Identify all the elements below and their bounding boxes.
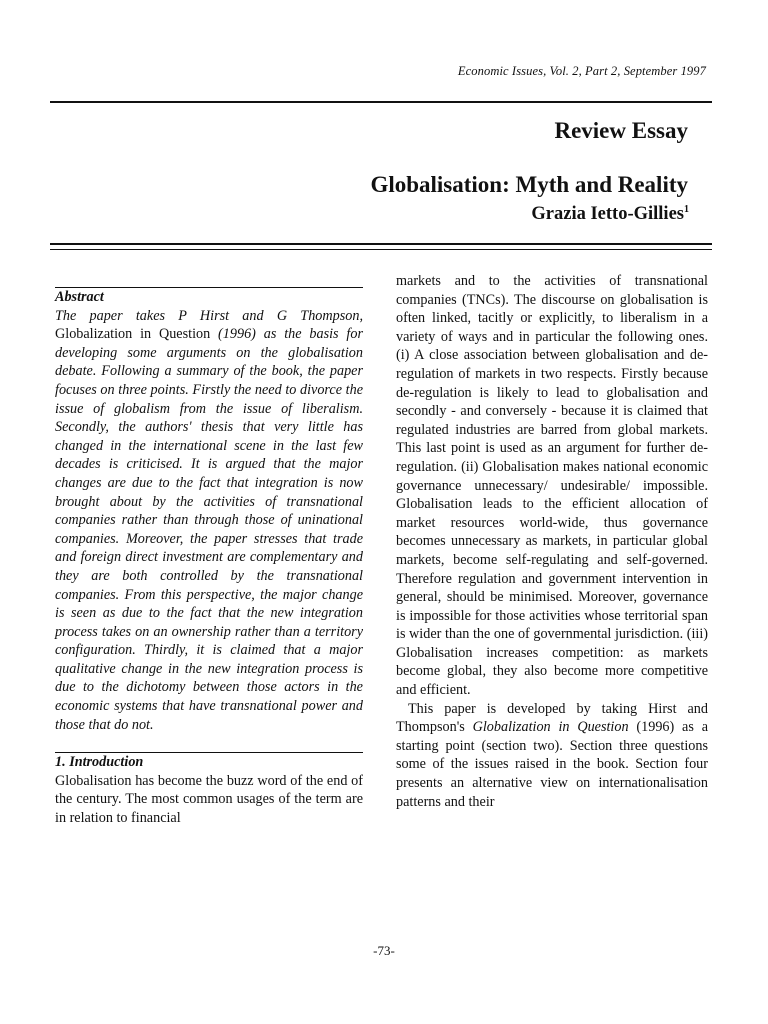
body-paragraph-2 bbox=[396, 700, 708, 812]
abstract-text-part: (1996) as the basis for developing some arguments on the globalisation debate. Following a summary of the book, the paper focuses on three points. Firstly the need to divorce the issue of globalism from the issue of liberalism. Secondly, the authors' thesis that very little has changed in the international scene in the last few decades is criticised. It is argued that the major changes are due to the fact that integration is now brought about by the activities of transnational companies rather than through those of uninational companies. Moreover, the paper stresses that trade and foreign direct investment are complementary and they are both controlled by the transnational companies. From this perspective, the major change is seen as due to the fact that the new integration process takes on an ownership rather than a territory configuration. Thirdly, it is claimed that a major qualitative change in the new integration process is due to the dichotomy between those actors in the economic systems that have transnational power and those that do not. bbox=[55, 326, 363, 733]
abstract-text bbox=[55, 307, 363, 735]
journal-citation: Economic Issues, Vol. 2, Part 2, September 1997 bbox=[457, 64, 706, 78]
abstract-book-title: Globalization in Question bbox=[55, 326, 211, 343]
title-double-rule bbox=[50, 243, 712, 250]
introduction-heading: 1. Introduction bbox=[55, 754, 144, 771]
author-footnote-marker: 1 bbox=[684, 204, 689, 215]
page-number: -73- bbox=[373, 943, 395, 958]
author-line bbox=[531, 204, 689, 225]
paragraph-2-text: This paper is developed by taking Hirst and Thompson's bbox=[396, 700, 708, 736]
body-paragraph-1: markets and to the activities of transnational companies (TNCs). The discourse on globalisation is often linked, tacitly or explicitly, to liberalism in a variety of ways and in particular the following ones. (i) A close association between globalisation and de-regulation of markets in two respects. Firstly because de-regulation is likely to lead to globalisation and secondly - and conversely - because it is claimed that regulated industries are barred from global markets. This last point is used as an argument for further de-regulation. (ii) Globalisation makes national economic governance unnecessary/ undesirable/ impossible. Globalisation leads to the efficient allocation of market resources world-wide, thus governance becomes unnecessary as markets, in particular global markets, become self-regulating and self-governed. Therefore regulation and government intervention in general, should be minimised. Moreover, governance is impossible for those activities whose territorial span is wider than the one of governmental jurisdiction. (iii) Globalisation increases competition: as markets become global, they also become more competitive and efficient. bbox=[396, 273, 708, 699]
author-name: Grazia Ietto-Gillies bbox=[531, 204, 684, 224]
paragraph-2-text: (1996) as a starting point (section two). Section three questions some of the issues raised in the book. Section four presents an alternative view on internationalisation patterns and their bbox=[396, 719, 708, 810]
abstract-text-part: The paper takes P Hirst and G Thompson, bbox=[55, 307, 363, 324]
left-column bbox=[55, 272, 363, 828]
essay-type: Review Essay bbox=[554, 118, 688, 143]
article-title: Globalisation: Myth and Reality bbox=[370, 172, 688, 197]
paragraph-2-book-title: Globalization in Question bbox=[472, 719, 629, 736]
abstract-heading: Abstract bbox=[55, 289, 104, 305]
header-rule bbox=[50, 101, 712, 103]
right-column bbox=[396, 272, 708, 811]
introduction-text: Globalisation has become the buzz word of the end of the century. The most common usages of the term are in relation to financial bbox=[55, 772, 363, 827]
